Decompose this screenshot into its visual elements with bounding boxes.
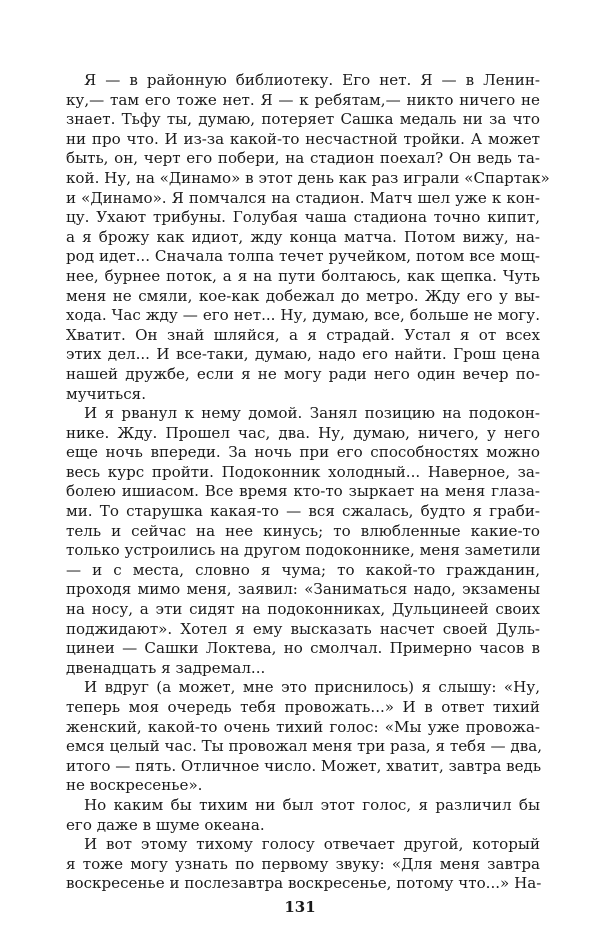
text-line: только устроились на другом подоконнике, меня заметили [66,541,541,560]
text-line: еще ночь впереди. За ночь при его способностях можно [66,443,540,462]
text-line: хода. Час жду — его нет... Ну, думаю, все, больше не могу. [66,306,540,325]
text-line: Хватит. Он знай шляйся, а я страдай. Устал я от всех [66,325,540,344]
text-line: его даже в шуме океана. [66,815,265,834]
text-line: нике. Жду. Прошел час, два. Ну, думаю, ничего, у него [66,423,540,442]
text-line: ми. То старушка какая-то — вся сжалась, будто я граби- [66,502,540,521]
text-line: быть, он, черт его побери, на стадион поехал? Он ведь та- [66,149,540,168]
text-line: — и с места, словно я чума; то какой-то гражданин, [66,560,540,579]
text-line: род идет... Сначала толпа течет ручейком, потом все мощ- [66,247,540,266]
text-line: двенадцать я задремал... [66,658,266,677]
text-line: тель и сейчас на нее кинусь; то влюбленные какие-то [66,521,540,540]
text-line: воскресенье и послезавтра воскресенье, потому что...» На- [66,874,542,893]
text-line: ни про что. И из-за какой-то несчастной тройки. А может [66,129,540,148]
text-line: а я брожу как идиот, жду конца матча. Потом вижу, на- [66,227,540,246]
paragraph [66,71,550,404]
text-line: емся целый час. Ты провожал меня три раза, я тебя — два, [66,737,543,756]
text-line: теперь моя очередь тебя провожать...» И в ответ тихий [66,698,540,716]
text-line: знает. Тьфу ты, думаю, потеряет Сашка медаль ни за что [66,110,540,129]
text-line: кой. Ну, на «Динамо» в этот день как раз играли «Спартак» [66,168,550,187]
text-line: Но каким бы тихим ни был этот голос, я различил бы [84,795,540,814]
body-text [66,71,550,894]
page-number: 131 [284,898,316,916]
text-line: ку,— там его тоже нет. Я — к ребятам,— никто ничего не [66,90,540,109]
paragraph [66,678,543,796]
text-line: нее, бурнее поток, а я на пути болтаюсь, как щепка. Чуть [66,266,540,285]
text-line: И вдруг (а может, мне это приснилось) я слышу: «Ну, [84,678,540,697]
text-line: весь курс пройти. Подоконник холодный... Наверное, за- [66,462,540,481]
text-line: этих дел... И все-таки, думаю, надо его найти. Грош цена [66,345,540,364]
paragraph [66,835,540,894]
text-line: женский, какой-то очень тихий голос: «Мы уже провожа- [66,717,540,736]
text-line: цинеи — Сашки Локтева, но смолчал. Примерно часов в [66,639,540,658]
paragraph [66,796,540,835]
paragraph [66,404,540,678]
text-line: нашей дружбе, если я не могу ради него один вечер по- [66,364,540,383]
text-line: проходя мимо меня, заявил: «Заниматься надо, экзамены [66,580,540,599]
text-line: на носу, а эти сидят на подоконниках, Дульцинеей своих [66,600,540,619]
text-line: итого — пять. Отличное число. Может, хватит, завтра ведь [66,756,542,775]
text-line: меня не смяли, кое-как добежал до метро. Жду его у вы- [66,286,540,305]
text-line: И я рванул к нему домой. Занял позицию на подокон- [84,404,540,423]
text-line: болею ишиасом. Все время кто-то зыркает на меня глаза- [66,482,540,501]
text-line: и «Динамо». Я помчался на стадион. Матч шел уже к кон- [66,188,540,207]
text-line: цу. Ухают трибуны. Голубая чаша стадиона точно кипит, [66,208,540,227]
text-line: И вот этому тихому голосу отвечает другой, который [84,835,540,854]
text-line: не воскресенье». [66,776,203,795]
text-line: я тоже могу узнать по первому звуку: «Для меня завтра [66,854,540,873]
text-line: мучиться. [66,384,147,403]
text-line: поджидают». Хотел я ему высказать насчет своей Дуль- [66,619,540,638]
text-line: Я — в районную библиотеку. Его нет. Я — в Ленин- [84,71,540,89]
